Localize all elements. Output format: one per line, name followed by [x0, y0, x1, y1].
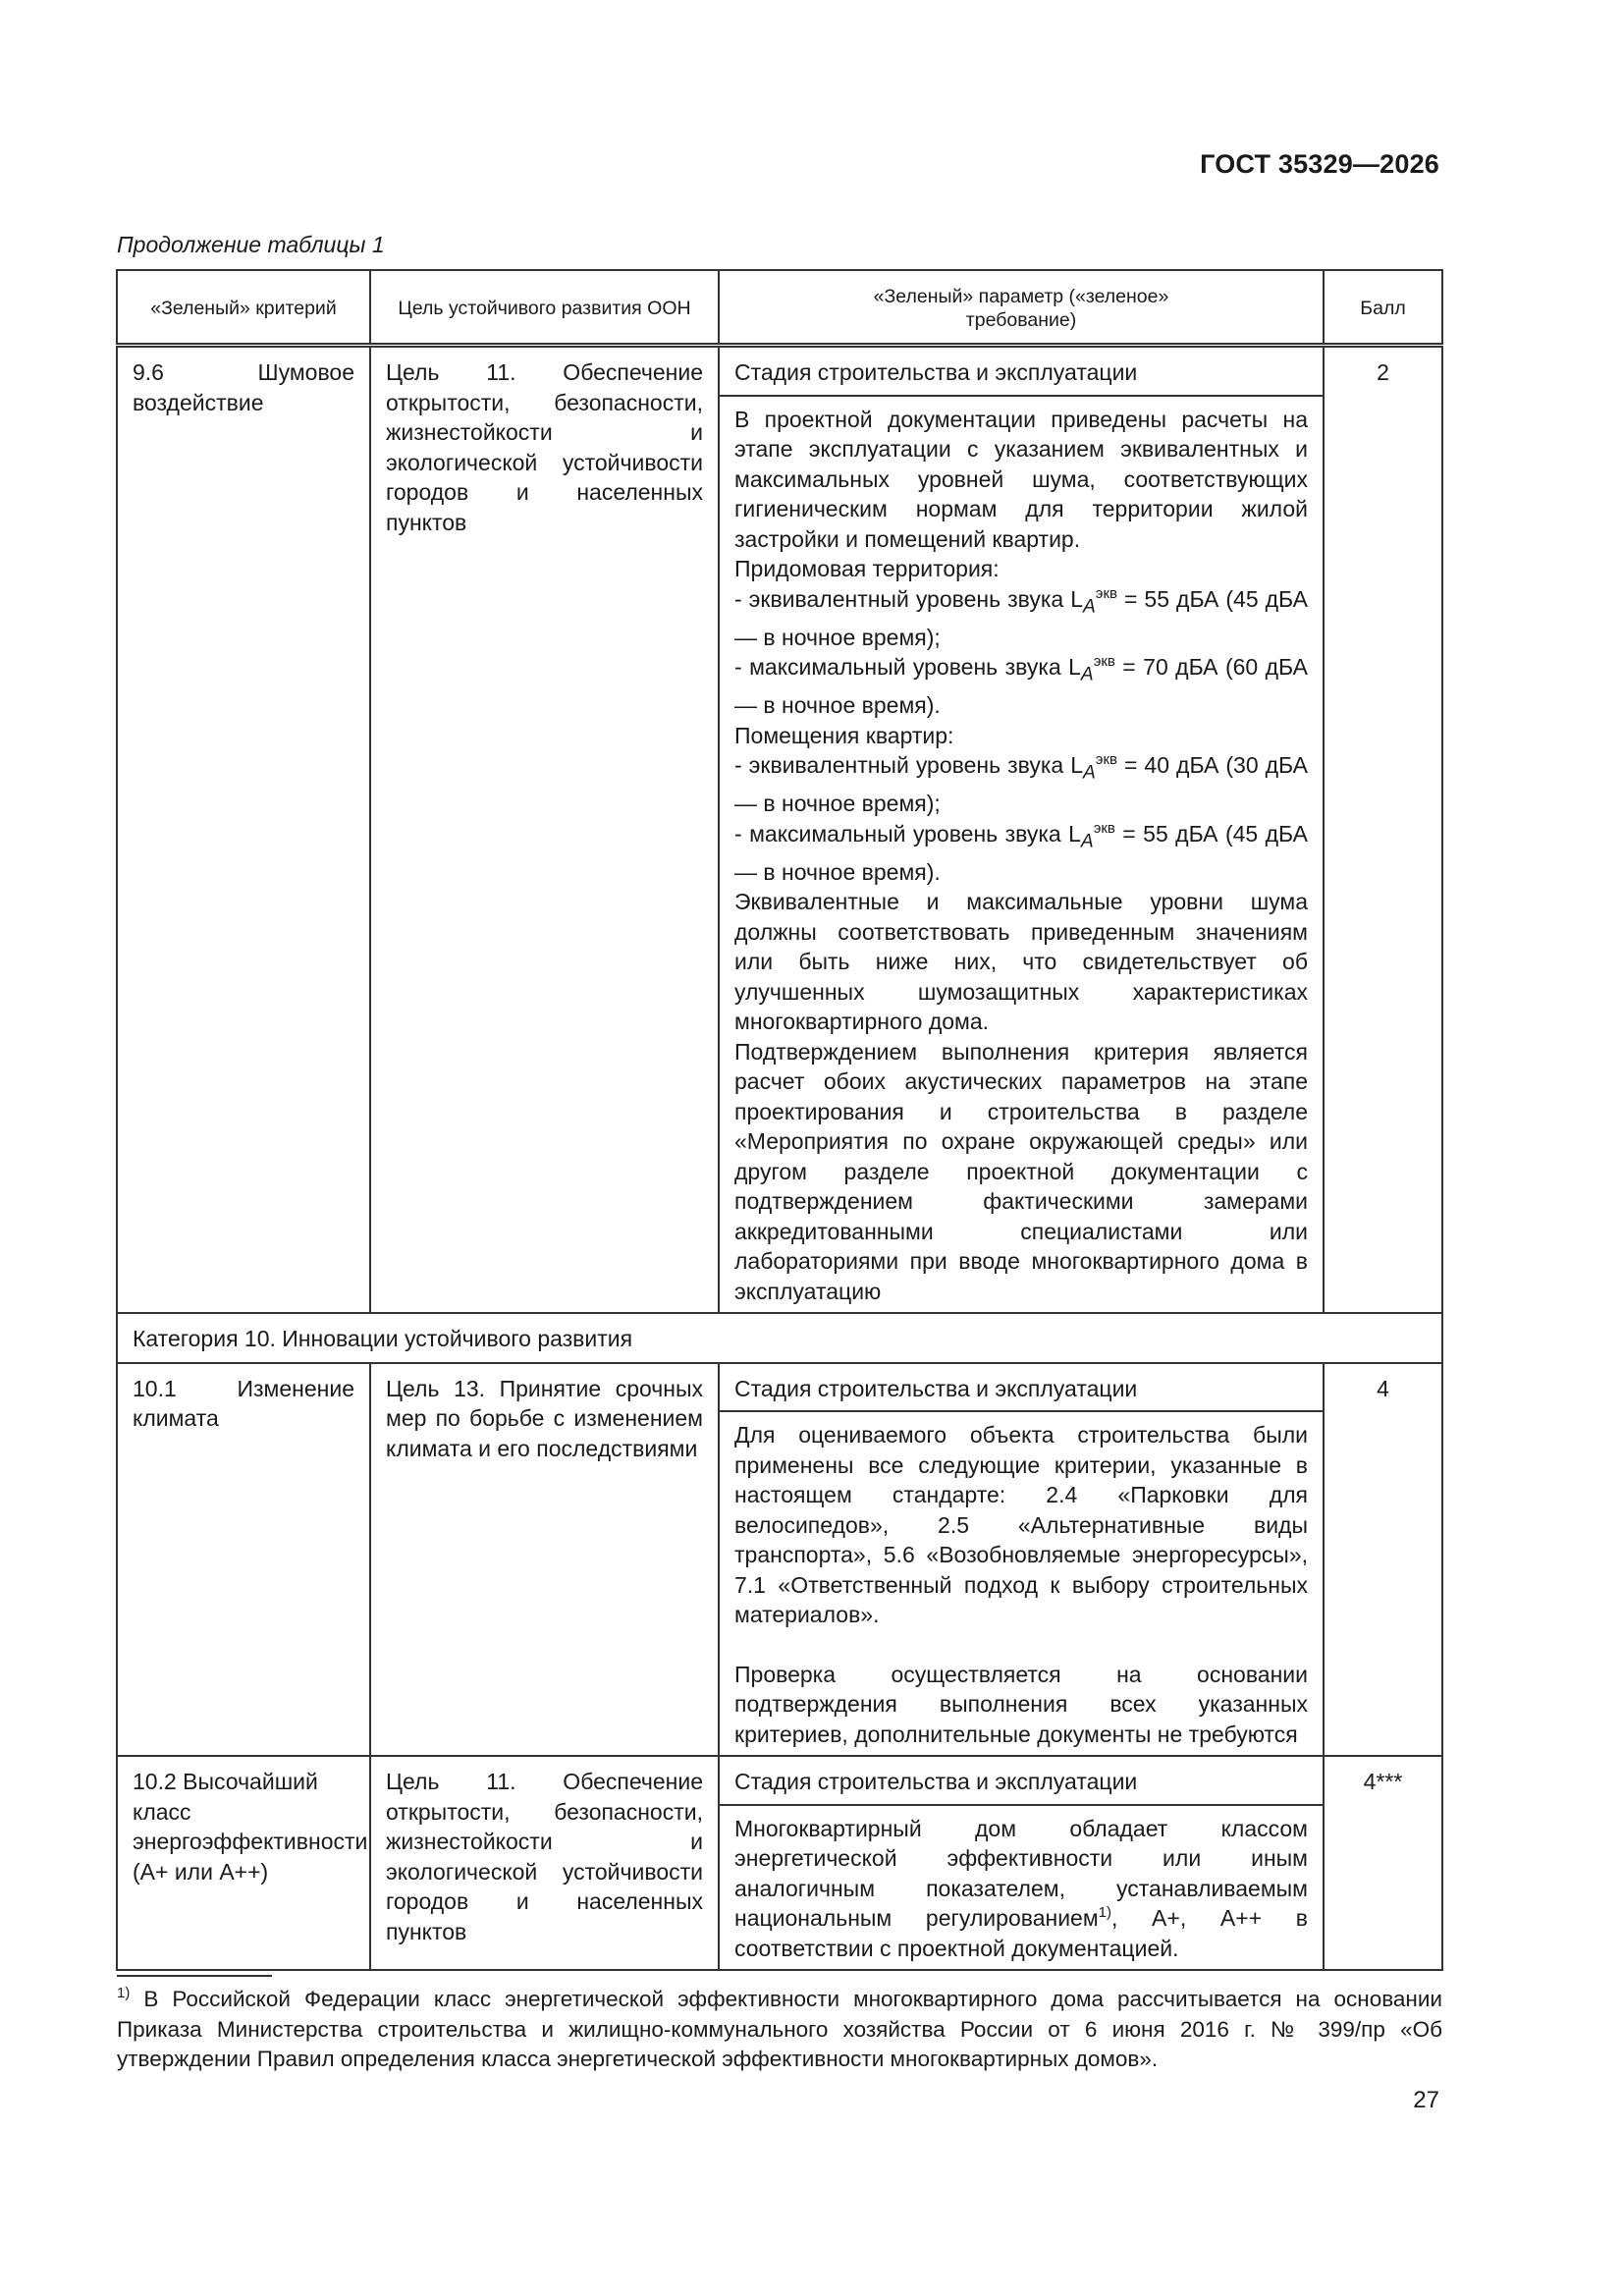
column-header-criterion: «Зеленый» критерий	[117, 270, 370, 346]
stage-label: Стадия строительства и эксплуатации	[720, 1757, 1323, 1806]
parameter-cell	[719, 1363, 1324, 1757]
footnote-mark: 1)	[117, 1985, 131, 2001]
footnote	[117, 1985, 1442, 2075]
parameter-text: Для оцениваемого объекта строительства были применены все следующие критерии, указанные в настоящем стандарте: 2.4 «Парковки для велосипедов», 2.5 «Альтернативные виды транспорта», 5.6 «Возобновляемые энергоресурсы», 7.1 «Ответственный подход к выбору строительных материалов».	[734, 1422, 1308, 1628]
goal-cell: Цель 11. Обеспечение открытости, безопасности, жизнестойкости и экологической устойчивости городов и населенных пунктов	[370, 346, 719, 1314]
document-code-header: ГОСТ 35329—2026	[1200, 149, 1439, 179]
column-header-score: Балл	[1324, 270, 1442, 346]
noise-level-item: - максимальный уровень звука $L_A^{экв} = 70$ дБА (60 дБА — в ночное время).	[734, 653, 1308, 719]
footnote-text: В Российской Федерации класс энергетической эффективности многоквартирного дома рассчитывается на основании Приказа Министерства строительства и жилищно-коммунального хозяйства России от 6 июня 2016 г. № 399/пр «Об утверждении Правил определения класса энергетической эффективности многоквартирных домов».	[117, 1987, 1442, 2071]
category-row	[117, 1313, 1442, 1363]
table-row	[117, 1756, 1442, 1970]
noise-level-item: - эквивалентный уровень звука $L_A^{экв} = 40$ дБА (30 дБА — в ночное время);	[734, 751, 1308, 817]
score-cell: 4***	[1324, 1756, 1442, 1970]
table-row	[117, 1363, 1442, 1757]
criterion-cell: 9.6 Шумовое воздействие	[117, 346, 370, 1314]
rooms-title: Помещения квартир:	[734, 722, 954, 748]
stage-label: Стадия строительства и эксплуатации	[720, 1364, 1323, 1413]
parameter-text: Подтверждением выполнения критерия является расчет обоих акустических параметров на этапе проектирования и строительства в разделе «Мероприятия по охране окружающей среды» или другом разделе проектной документации с подтверждением фактическими замерами аккредитованными специалистами или лабораториями при вводе многоквартирного дома в эксплуатацию	[734, 1038, 1308, 1304]
score-cell: 2	[1324, 346, 1442, 1314]
goal-cell: Цель 11. Обеспечение открытости, безопасности, жизнестойкости и экологической устойчивости городов и населенных пунктов	[370, 1756, 719, 1970]
parameter-text: Проверка осуществляется на основании подтверждения выполнения всех указанных критериев, дополнительные документы не требуются	[734, 1661, 1308, 1747]
table-caption: Продолжение таблицы 1	[117, 232, 385, 257]
stage-label: Стадия строительства и эксплуатации	[720, 348, 1323, 397]
criterion-cell: 10.2 Высочайший класс энергоэффективности (А+ или А++)	[117, 1756, 370, 1970]
table-row	[117, 346, 1442, 1314]
noise-level-item: - максимальный уровень звука $L_A^{экв} = 55$ дБА (45 дБА — в ночное время).	[734, 819, 1308, 885]
goal-cell: Цель 13. Принятие срочных мер по борьбе с изменением климата и его последствиями	[370, 1363, 719, 1757]
parameter-text: Многоквартирный дом обладает классом энергетической эффективности или иным аналогичным показателем, устанавливаемым национальным регулированием$^{1)}$, А+, А++ в соответствии с проектной документацией.	[734, 1815, 1308, 1961]
parameter-cell	[719, 346, 1324, 1314]
page-number: 27	[1413, 2087, 1439, 2113]
territory-title: Придомовая территория:	[734, 556, 1000, 581]
parameter-cell	[719, 1756, 1324, 1970]
criteria-table	[116, 269, 1443, 1971]
parameter-text: В проектной документации приведены расчеты на этапе эксплуатации с указанием эквивалентных и максимальных уровней шума, соответствующих гигиеническим нормам для территории жилой застройки и помещений квартир.	[734, 406, 1308, 552]
noise-level-item: - эквивалентный уровень звука $L_A^{экв} = 55$ дБА (45 дБА — в ночное время);	[734, 584, 1308, 650]
table-header-row	[117, 270, 1442, 346]
footnote-reference: 1)	[1098, 1904, 1111, 1922]
category-title: Категория 10. Инновации устойчивого развития	[117, 1313, 1442, 1363]
column-header-goal: Цель устойчивого развития ООН	[370, 270, 719, 346]
parameter-text: Эквивалентные и максимальные уровни шума должны соответствовать приведенным значениям или быть ниже них, что свидетельствует об улучшенных шумозащитных характеристиках многоквартирного дома.	[734, 889, 1308, 1035]
column-header-parameter: «Зеленый» параметр («зеленое» требование)	[719, 270, 1324, 346]
score-cell: 4	[1324, 1363, 1442, 1757]
criterion-cell: 10.1 Изменение климата	[117, 1363, 370, 1757]
footnote-separator	[117, 1975, 272, 1977]
